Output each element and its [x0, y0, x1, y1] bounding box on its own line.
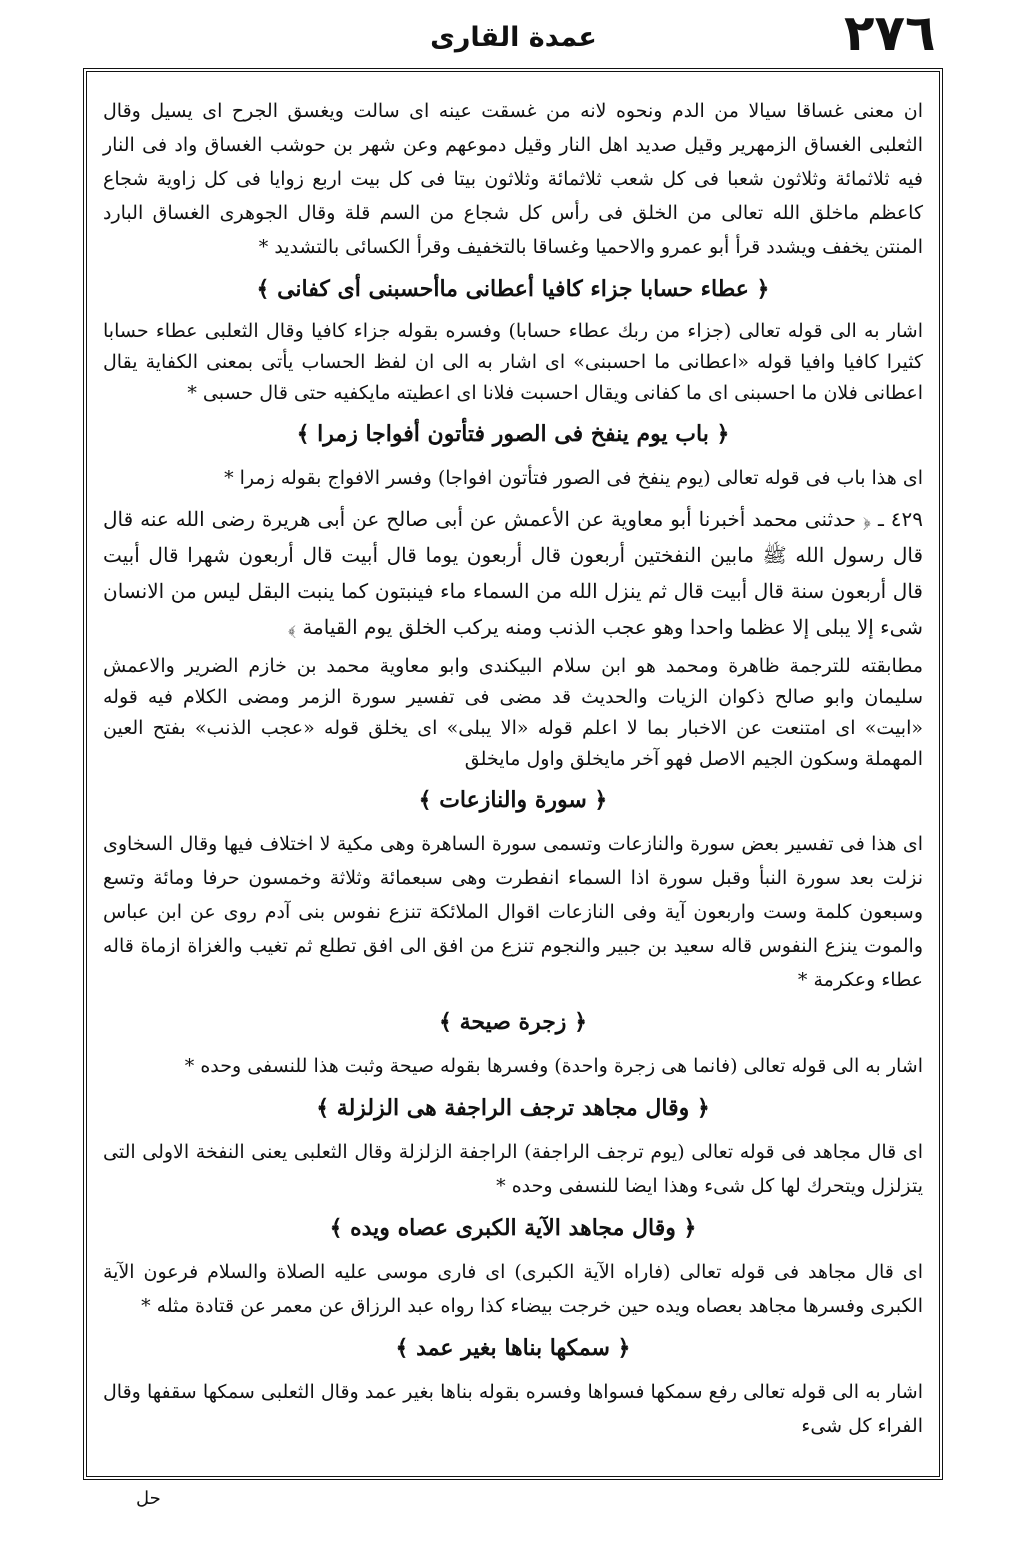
heading-zajra: ﴿ زجرة صيحة ﴾ [439, 1009, 587, 1035]
paragraph-naziat-tafsir: اى هذا فى تفسير بعض سورة والنازعات وتسمى سورة الساهرة وهى مكية لا اختلاف فيها وقال السخاوى نزلت بعد سورة النبأ وقبل سورة اذا السماء انفطرت وهى سبعمائة وثلاثة وخمسون حرفا ومائة وتسع وسبعون كلمة وست واربعون آية وفى النازعات اقوال الملائكة تنزع نفوس بنى آدم روى عن ابن عباس والموت ينزع النفوس قاله سعيد بن جبير والنجوم تنزع من افق الى افق تطلع ثم تغيب والغزاة ازماة قاله عطاء وعكرمة * [103, 833, 923, 991]
page-number: ٢٧٦ [844, 4, 936, 62]
heading-tarjuf-al-rajifa: ﴿ وقال مجاهد ترجف الراجفة هى الزلزلة ﴾ [316, 1095, 710, 1121]
paragraph-hadith-commentary: مطابقته للترجمة ظاهرة ومحمد هو ابن سلام البيكندى وابو معاوية محمد بن خازم الضرير والاعمش سليمان وابو صالح ذكوان الزيات والحديث قد مضى فى تفسير سورة الزمر ومضى الكلام فيه قوله «ابيت» اى امتنعت عن الاخبار بما لا اعلم قوله «الا يبلى» اى يخلق قوله «عجب الذنب» بفتح العين المهملة وسكون الجيم الاصل فهو آخر مايخلق واول مايخلق [103, 655, 923, 770]
paragraph-samkaha-explanation: اشار به الى قوله تعالى رفع سمكها فسواها وفسره بقوله بناها بغير عمد وقال الثعلبى سمكها سقفها وقال الفراء كل شىء [103, 1381, 923, 1437]
paragraph-ata-explanation: اشار به الى قوله تعالى (جزاء من ربك عطاء حسابا) وفسره بقوله جزاء كافيا وقال الثعلبى عطاء حسابا كثيرا كافيا وافيا قوله «اعطانى ما احسبنى» اى اشار به الى ان لفظ الحساب يأتى بمعنى الكفاية يقال اعطانى فلان ما احسبنى اى ما كفانى ويقال احسبت فلانا اى اعطيته مايكفيه حتى قال حسبى * [103, 320, 923, 404]
heading-ata-hisaba: ﴿ عطاء حسابا جزاء كافيا أعطانى ماأحسبنى أى كفانى ﴾ [256, 276, 770, 302]
heading-bab-yawm-yunfakh: ﴿ باب يوم ينفخ فى الصور فتأتون أفواجا زمرا ﴾ [296, 421, 730, 447]
footer-mark: حل [136, 1488, 161, 1509]
paragraph-bab-explanation: اى هذا باب فى قوله تعالى (يوم ينفخ فى الصور فتأتون افواجا) وفسر الافواج بقوله زمرا * [224, 467, 923, 489]
heading-samkaha: ﴿ سمكها بناها بغير عمد ﴾ [395, 1335, 631, 1361]
running-title: عمدة القارى [430, 22, 597, 53]
paragraph-ghassaq: ان معنى غساقا سيالا من الدم ونحوه لانه من غسقت عينه اى سالت ويغسق الجرح اى يسيل وقال الثعلبى الغساق الزمهرير وقيل صديد اهل النار وقيل دموعهم وعن شهر بن حوشب الغساق واد فى النار فيه ثلاثمائة وثلاثون شعبا فى كل شعب ثلاثمائة وثلاثون بيتا فى كل بيت اربع زوايا فى كل زاوية شجاع كاعظم ماخلق الله تعالى من الخلق فى رأس كل شجاع من السم قلة وقال الجوهرى الغساق البارد المنتن يخفف ويشدد قرأ أبو عمرو والاحميا وغساقا بالتخفيف وقرأ الكسائى بالتشديد * [103, 100, 923, 258]
heading-al-aya-al-kubra: ﴿ وقال مجاهد الآية الكبرى عصاه ويده ﴾ [329, 1215, 697, 1241]
hadith-429: ٤٢٩ ـ ﴿ حدثنى محمد أخبرنا أبو معاوية عن الأعمش عن أبى صالح عن أبى هريرة رضى الله عنه قال قال رسول الله ﷺ مابين النفختين أربعون قال أربعون يوما قال أبيت قال أربعون شهرا قال أبيت قال أربعون سنة قال أبيت قال ثم ينزل الله من السماء ماء فينبتون كما ينبت البقل ليس من الانسان شىء إلا يبلى إلا عظما واحدا وهو عجب الذنب ومنه يركب الخلق يوم القيامة ﴾ [103, 507, 923, 639]
paragraph-rajifa-explanation: اى قال مجاهد فى قوله تعالى (يوم ترجف الراجفة) الراجفة الزلزلة وقال الثعلبى يعنى النفخة الاولى التى يتزلزل ويتحرك لها كل شىء وهذا ايضا للنسفى وحده * [103, 1141, 923, 1197]
paragraph-zajra-explanation: اشار به الى قوله تعالى (فانما هى زجرة واحدة) وفسرها بقوله صيحة وثبت هذا للنسفى وحده * [184, 1055, 923, 1077]
heading-surat-al-naziat: ﴿ سورة والنازعات ﴾ [418, 787, 608, 813]
paragraph-aya-kubra-explanation: اى قال مجاهد فى قوله تعالى (فاراه الآية الكبرى) اى فارى موسى عليه الصلاة والسلام فرعون الآية الكبرى وفسرها مجاهد بعصاه ويده حين خرجت بيضاء كذا رواه عبد الرزاق عن معمر عن قتادة مثله * [103, 1261, 923, 1317]
text-frame [83, 68, 943, 1480]
